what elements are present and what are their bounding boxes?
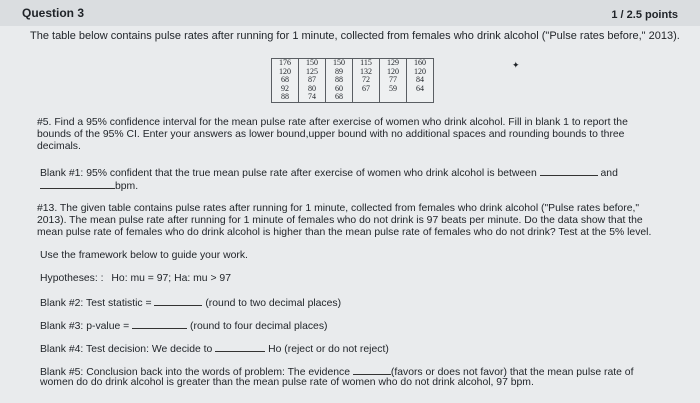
q5-text-line-2: bounds of the 95% CI. Enter your answers as lower bound,upper bound with no additional spaces and rounding bounds to three: [37, 129, 625, 140]
table-cell: 150: [299, 59, 326, 68]
table-cell: 120: [407, 68, 434, 77]
table-cell: 84: [407, 76, 434, 85]
blank5-row-2: women do do drink alcohol is greater than the mean pulse rate of women who do not drink alcohol, 97 bpm.: [40, 377, 534, 388]
blank4-row: [40, 342, 389, 356]
table-cell: 88: [272, 93, 299, 102]
blank1-label: Blank #1: 95% confident that the true mean pulse rate after exercise of women who drink alcohol is between: [40, 168, 537, 179]
table-cell: 129: [380, 59, 407, 68]
table-cell: 60: [326, 85, 353, 94]
table-cell: [407, 93, 434, 102]
blank2-row: [40, 296, 341, 310]
table-cell: 64: [407, 85, 434, 94]
question-title: Question 3: [22, 6, 85, 20]
table-cell: 87: [299, 76, 326, 85]
table-cell: 72: [353, 76, 380, 85]
blank1-lower-input[interactable]: [540, 166, 598, 176]
q13-text-line-2: 2013). The mean pulse rate after running for 1 minute of females who do not drink is 97 beats per minute. Do the data show that the: [37, 215, 643, 226]
q13-text-line-3: mean pulse rate of females who do drink alcohol is higher than the mean pulse rate of females who do not drink? Test at the 5% level.: [37, 227, 652, 238]
table-cell: 68: [272, 76, 299, 85]
table-cell: 77: [380, 76, 407, 85]
table-cell: 88: [326, 76, 353, 85]
table-cell: 120: [380, 68, 407, 77]
blank1-unit: bpm.: [115, 181, 139, 192]
blank4-hint: Ho (reject or do not reject): [268, 344, 389, 355]
table-cell: 132: [353, 68, 380, 77]
blank4-input[interactable]: [215, 342, 265, 352]
question-header: [0, 0, 700, 26]
points-score: 1 / 2.5 points: [611, 9, 678, 21]
pulse-rate-table: [271, 58, 434, 103]
blank5-hint: (favors or does not favor) that the mean pulse rate of: [390, 367, 634, 378]
blank3-label: Blank #3: p-value =: [40, 321, 130, 332]
blank3-hint: (round to four decimal places): [190, 321, 328, 332]
hypotheses-row: [40, 273, 231, 285]
table-cell: 68: [326, 93, 353, 102]
question-intro: The table below contains pulse rates after running for 1 minute, collected from females who drink alcohol ("Pulse rates before," 2013).: [30, 30, 680, 42]
hypotheses-value: Ho: mu = 97; Ha: mu > 97: [111, 273, 231, 284]
table-cell: 176: [272, 59, 299, 68]
table-row: [272, 85, 434, 94]
table-cell: 59: [380, 85, 407, 94]
blank1-and: and: [600, 168, 618, 179]
blank2-input[interactable]: [154, 296, 202, 306]
blank2-label: Blank #2: Test statistic =: [40, 298, 152, 309]
table-cell: 125: [299, 68, 326, 77]
table-cell: [380, 93, 407, 102]
blank3-row: [40, 319, 327, 333]
table-cell: 150: [326, 59, 353, 68]
table-cell: 115: [353, 59, 380, 68]
blank5-input[interactable]: [353, 365, 391, 375]
table-row: [272, 59, 434, 68]
table-row: [272, 68, 434, 77]
table-cell: 92: [272, 85, 299, 94]
table-row: [272, 76, 434, 85]
table-cell: 67: [353, 85, 380, 94]
q5-text-line-3: decimals.: [37, 141, 81, 152]
blank5-label: Blank #5: Conclusion back into the words of problem: The evidence: [40, 367, 350, 378]
table-row: [272, 93, 434, 102]
blank2-hint: (round to two decimal places): [205, 298, 342, 309]
blank1-row: [40, 166, 618, 180]
q5-text-line-1: #5. Find a 95% confidence interval for the mean pulse rate after exercise of women who drink alcohol. Fill in blank 1 to report the: [37, 117, 628, 128]
hypotheses-label: Hypotheses: :: [40, 273, 104, 284]
table-cell: 74: [299, 93, 326, 102]
q13-text-line-1: #13. The given table contains pulse rates after running for 1 minute, collected from females who drink alcohol ("Pulse rates before,": [37, 203, 640, 214]
framework-text: Use the framework below to guide your work.: [40, 250, 248, 261]
table-cell: [353, 93, 380, 102]
mouse-cursor-icon: ✦: [512, 60, 520, 70]
blank1-row-2: [40, 179, 138, 193]
table-cell: 80: [299, 85, 326, 94]
table-cell: 160: [407, 59, 434, 68]
table-cell: 120: [272, 68, 299, 77]
blank1-upper-input[interactable]: [40, 179, 115, 189]
table-cell: 89: [326, 68, 353, 77]
blank4-label: Blank #4: Test decision: We decide to: [40, 344, 213, 355]
blank3-input[interactable]: [132, 319, 187, 329]
